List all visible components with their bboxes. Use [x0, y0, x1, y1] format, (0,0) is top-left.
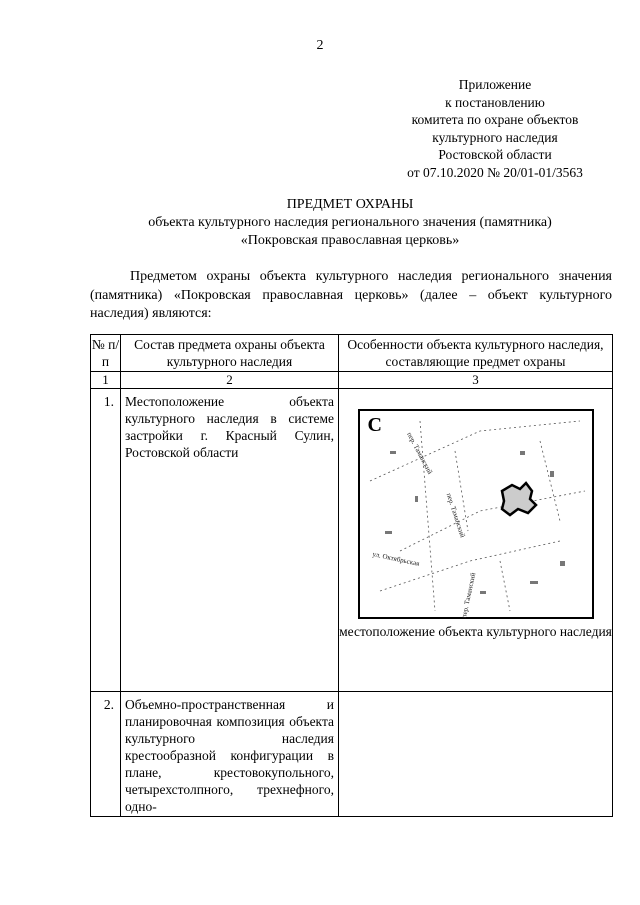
column-number: 3 — [339, 372, 613, 389]
street-label: пер. Таманский — [404, 430, 434, 476]
title-subtitle: объекта культурного наследия регионального значения (памятника) — [148, 215, 552, 230]
appendix-line: культурного наследия — [432, 129, 558, 145]
row-features — [339, 389, 613, 692]
table-row — [91, 692, 613, 817]
table-row — [91, 389, 613, 692]
page-number: 2 — [316, 38, 324, 53]
table-header-row — [91, 335, 613, 372]
column-number-row — [91, 372, 613, 389]
column-number: 2 — [121, 372, 339, 389]
intro-paragraph: Предметом охраны объекта культурного наследия регионального значения (памятника) «Покровская православная церковь» (далее – объект культурного наследия) являются: — [90, 269, 612, 321]
row-composition: Местоположение объекта культурного наследия в системе застройки г. Красный Сулин, Ростовской области — [121, 389, 339, 692]
header-num: № п/п — [91, 335, 121, 372]
map-caption: местоположение объекта культурного наследия — [339, 624, 612, 639]
header-features: Особенности объекта культурного наследия, составляющие предмет охраны — [339, 335, 613, 372]
appendix-line: к постановлению — [445, 94, 545, 110]
row-number: 2. — [91, 692, 121, 817]
title-object-name: «Покровская православная церковь» — [240, 233, 460, 248]
church-outline — [502, 483, 536, 515]
row-number: 1. — [91, 389, 121, 692]
appendix-line: Приложение — [458, 77, 532, 92]
street-label: пер. Таманский — [444, 492, 467, 539]
column-number: 1 — [91, 372, 121, 389]
street-label: ул. Октябрьская — [371, 550, 420, 568]
document-title — [90, 196, 610, 250]
appendix-header — [380, 76, 610, 181]
row-features — [339, 692, 613, 817]
protection-table — [90, 334, 612, 817]
appendix-line: Ростовской области — [438, 147, 552, 162]
street-label: пер. Таманский — [459, 571, 477, 619]
appendix-line: комитета по охране объектов — [411, 112, 579, 127]
appendix-date-line: от 07.10.2020 № 20/01-01/3563 — [407, 164, 583, 180]
header-composition: Состав предмета охраны объекта культурного наследия — [121, 335, 339, 372]
location-map-image — [358, 409, 594, 619]
north-compass-icon: С — [367, 414, 382, 436]
title-main: ПРЕДМЕТ ОХРАНЫ — [286, 197, 414, 212]
row-composition: Объемно-пространственная и планировочная композиция объекта культурного наследия крестообразной конфигурации в плане, крестовокупольного, четырехстолпного, трехнефного, одно- — [121, 692, 339, 817]
